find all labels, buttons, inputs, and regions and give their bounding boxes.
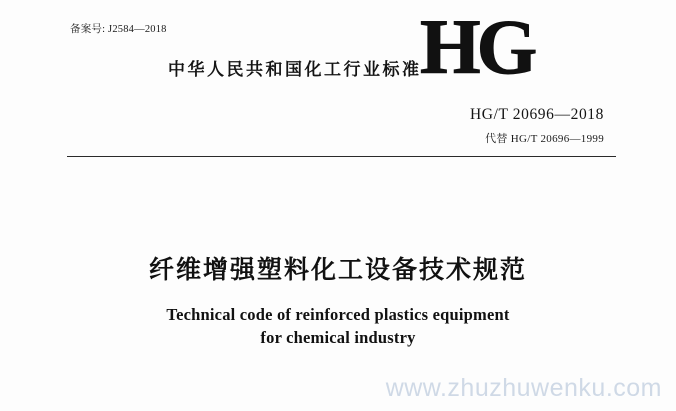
english-title-line-1: Technical code of reinforced plastics equipment xyxy=(166,305,510,324)
replaced-standard: 代替 HG/T 20696—1999 xyxy=(485,133,604,145)
horizontal-divider xyxy=(67,156,616,157)
watermark: www.zhuzhuwenku.com xyxy=(385,374,662,402)
english-title xyxy=(0,303,676,349)
english-title-line-2: for chemical industry xyxy=(260,328,416,347)
standard-code: HG/T 20696—2018 xyxy=(469,106,604,123)
record-number: 备案号: J2584—2018 xyxy=(70,24,167,35)
hg-logo: HG xyxy=(420,3,534,90)
page-title: 纤维增强塑料化工设备技术规范 xyxy=(148,255,527,284)
standard-organization-line: 中华人民共和国化工行业标准 xyxy=(168,60,422,80)
